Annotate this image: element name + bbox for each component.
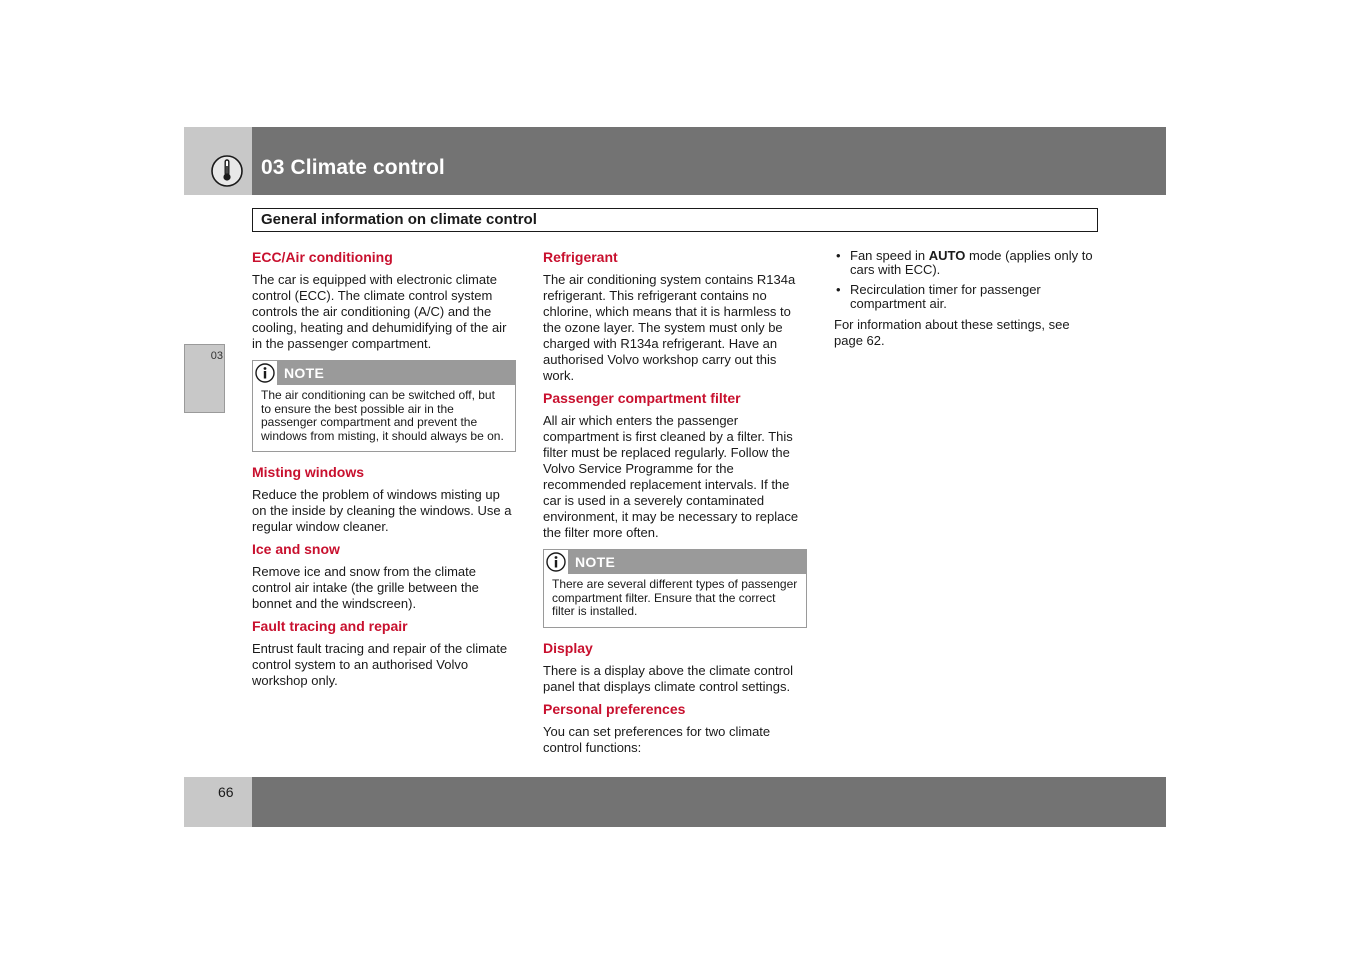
refrigerant-heading: Refrigerant — [543, 249, 618, 265]
chapter-side-tab — [184, 344, 225, 413]
note-label: NOTE — [575, 554, 616, 570]
ice-heading: Ice and snow — [252, 541, 340, 557]
list-item — [834, 249, 1096, 277]
page-number: 66 — [218, 784, 234, 800]
note-icon-area — [544, 550, 568, 574]
info-icon — [546, 552, 566, 572]
filter-text: All air which enters the passenger compartment is first cleaned by a filter. This filter must be replaced regularly. Follow the Volvo Service Programme for the recommended replacement intervals. If the car is used in a severely contaminated environment, it may be necessary to replace the filter more often. — [543, 413, 799, 540]
preferences-list — [834, 249, 1096, 311]
note-box — [543, 549, 807, 628]
note-text: The air conditioning can be switched off, but to ensure the best possible air in the passenger compartment and prevent the windows from misting, it should always be on. — [261, 388, 504, 443]
info-icon — [255, 363, 275, 383]
thermometer-icon — [211, 155, 243, 187]
ice-text: Remove ice and snow from the climate control air intake (the grille between the bonnet and the windscreen). — [252, 564, 479, 611]
side-tab-label: 03 — [210, 350, 223, 362]
section-title-box — [252, 208, 1098, 232]
info-text: For information about these settings, see page 62. — [834, 317, 1070, 348]
bullet1-text-a: Fan speed in — [850, 248, 929, 263]
column-right — [834, 249, 1096, 355]
note-text: There are several different types of passenger compartment filter. Ensure that the correct filter is installed. — [552, 577, 798, 618]
fault-heading: Fault tracing and repair — [252, 618, 408, 634]
bullet1-auto: AUTO — [928, 248, 966, 263]
fault-text: Entrust fault tracing and repair of the climate control system to an authorised Volvo workshop only. — [252, 641, 508, 688]
column-middle — [543, 249, 808, 762]
bullet1-text-b: mode (applies only to cars with ECC). — [850, 248, 1093, 277]
display-text: There is a display above the climate control panel that displays climate control settings. — [543, 662, 794, 694]
list-item: • Recirculation timer for passenger compartment air. — [834, 283, 1096, 311]
chapter-title: 03 Climate control — [261, 156, 445, 179]
refrigerant-text: The air conditioning system contains R134a refrigerant. This refrigerant contains no chlorine, which means that it is harmless to the ozone layer. The system must only be charged with R134a refrigerant. Have an authorised Volvo workshop carry out this work. — [543, 272, 796, 383]
misting-heading: Misting windows — [252, 464, 364, 480]
footer-bar — [252, 777, 1166, 827]
column-left — [252, 249, 517, 695]
note-icon-area — [253, 361, 277, 385]
note-header — [253, 361, 515, 385]
prefs-text: You can set preferences for two climate control functions: — [543, 723, 771, 755]
note-label: NOTE — [284, 365, 325, 381]
section-title: General information on climate control — [261, 211, 537, 228]
ecc-text: The car is equipped with electronic climate control (ECC). The climate control system controls the air conditioning (A/C) and the cooling, heating and dehumidifying of the air in the passenger compartment. — [252, 272, 507, 351]
display-heading: Display — [543, 639, 593, 656]
note-header — [544, 550, 806, 574]
prefs-heading: Personal preferences — [543, 700, 686, 717]
ecc-heading: ECC/Air conditioning — [252, 249, 393, 265]
note-box — [252, 360, 516, 452]
filter-heading: Passenger compartment filter — [543, 390, 741, 406]
misting-text: Reduce the problem of windows misting up on the inside by cleaning the windows. Use a regular window cleaner. — [252, 487, 512, 534]
